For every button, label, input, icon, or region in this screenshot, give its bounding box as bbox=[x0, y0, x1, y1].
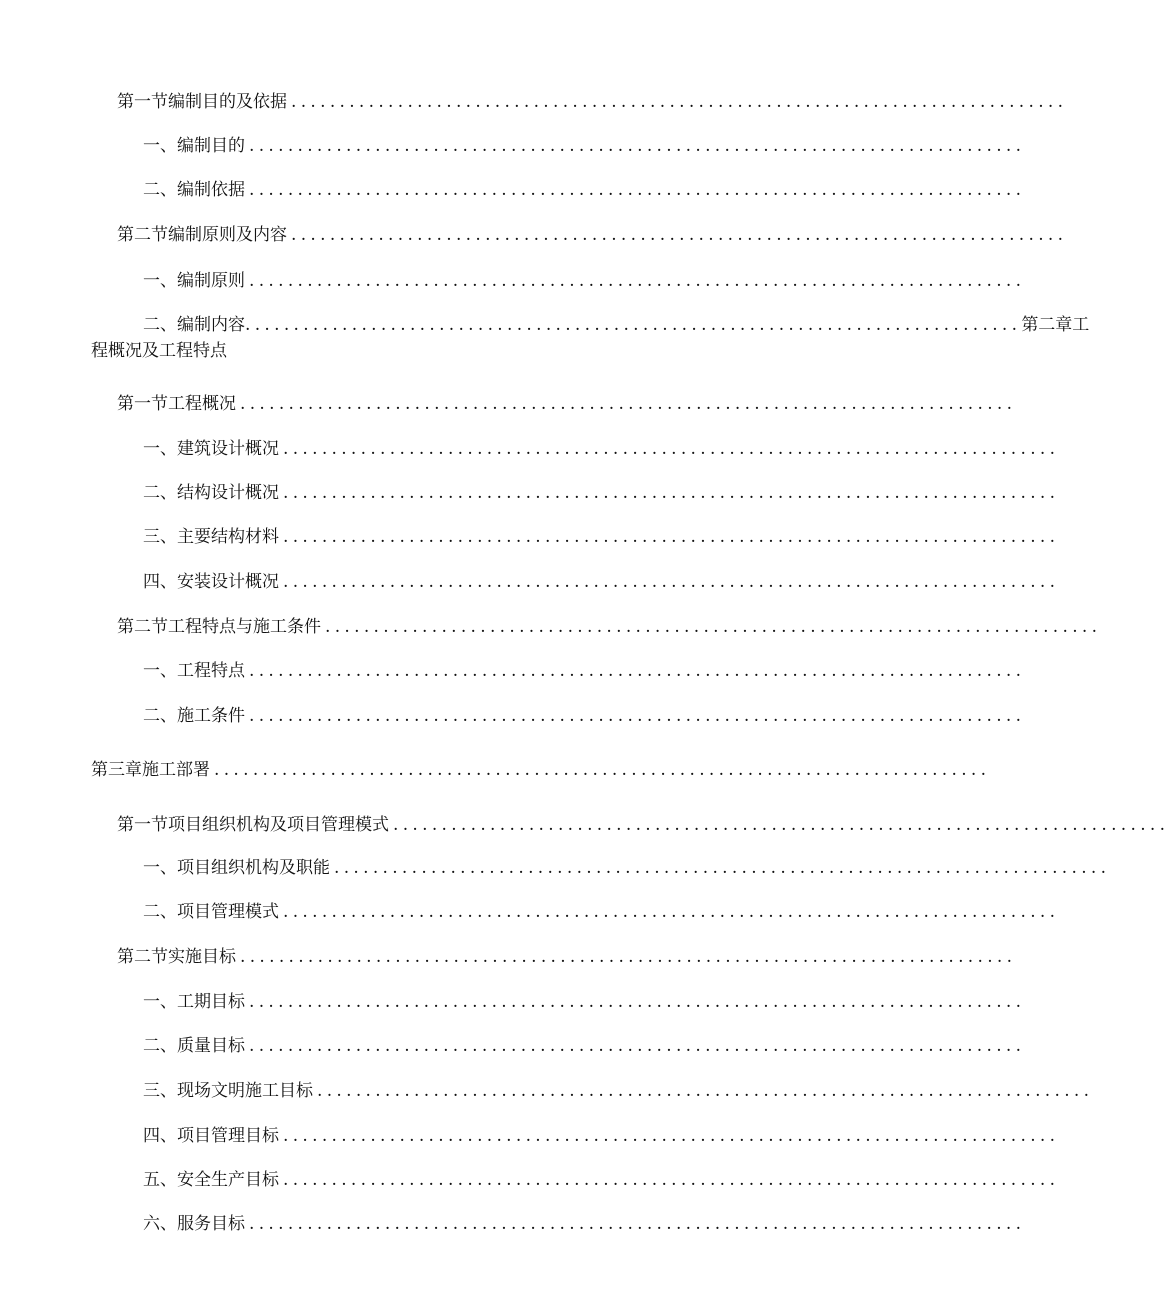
toc-entry-wrapped[interactable] bbox=[91, 312, 1090, 364]
toc-leader-dots: ................................................................................ bbox=[249, 180, 1026, 200]
toc-leader-dots: ................................................................................ bbox=[249, 1214, 1026, 1234]
toc-entry-section[interactable] bbox=[117, 812, 1169, 838]
toc-entry-section[interactable] bbox=[117, 944, 1017, 970]
toc-leader-dots: ................................................................................ bbox=[334, 858, 1111, 878]
toc-leader-dots: ................................................................................ bbox=[325, 617, 1102, 637]
toc-leader-dots: ................................................................................ bbox=[283, 902, 1060, 922]
toc-leader-dots: ................................................................................ bbox=[249, 706, 1026, 726]
toc-entry-label: 一、工期目标 bbox=[143, 992, 245, 1012]
toc-leader-dots: ................................................................................ bbox=[249, 136, 1026, 156]
toc-entry-subsection[interactable] bbox=[143, 436, 1060, 462]
toc-entry-label: 一、建筑设计概况 bbox=[143, 439, 279, 459]
toc-entry-subsection[interactable] bbox=[143, 1123, 1060, 1149]
toc-entry-label: 三、主要结构材料 bbox=[143, 527, 279, 547]
toc-entry-subsection[interactable] bbox=[143, 1078, 1094, 1104]
toc-chapter-heading-continuation: 程概况及工程特点 bbox=[91, 341, 227, 361]
toc-leader-dots: ................................................................................ bbox=[240, 947, 1017, 967]
toc-entry-label: 五、安全生产目标 bbox=[143, 1170, 279, 1190]
toc-entry-label: 一、编制目的 bbox=[143, 136, 245, 156]
toc-entry-label: 一、项目组织机构及职能 bbox=[143, 858, 330, 878]
toc-entry-subsection[interactable] bbox=[143, 989, 1026, 1015]
toc-leader-dots: ................................................................................ bbox=[291, 225, 1068, 245]
toc-leader-dots: ................................................................................ bbox=[249, 992, 1026, 1012]
toc-entry-label: 四、安装设计概况 bbox=[143, 572, 279, 592]
toc-leader-dots: ................................................................................ bbox=[283, 483, 1060, 503]
toc-entry-label: 四、项目管理目标 bbox=[143, 1126, 279, 1146]
toc-leader-dots: ................................................................................ bbox=[245, 315, 1022, 335]
toc-entry-label: 第一节项目组织机构及项目管理模式 bbox=[117, 815, 389, 835]
toc-entry-subsection[interactable] bbox=[143, 1211, 1026, 1237]
toc-leader-dots: ................................................................................ bbox=[283, 1170, 1060, 1190]
toc-entry-subsection[interactable] bbox=[143, 133, 1026, 159]
toc-leader-dots: ................................................................................ bbox=[317, 1081, 1094, 1101]
toc-entry-subsection[interactable] bbox=[143, 855, 1111, 881]
toc-entry-label: 二、编制依据 bbox=[143, 180, 245, 200]
toc-entry-label: 第一节编制目的及依据 bbox=[117, 92, 287, 112]
toc-entry-subsection[interactable] bbox=[143, 1033, 1026, 1059]
toc-entry-subsection[interactable] bbox=[143, 569, 1060, 595]
toc-leader-dots: ................................................................................ bbox=[283, 572, 1060, 592]
toc-leader-dots: ................................................................................ bbox=[249, 661, 1026, 681]
toc-entry-label: 二、施工条件 bbox=[143, 706, 245, 726]
toc-entry-section[interactable] bbox=[117, 222, 1068, 248]
toc-entry-subsection[interactable] bbox=[143, 658, 1026, 684]
toc-entry-label: 第三章施工部署 bbox=[91, 760, 210, 780]
toc-entry-subsection[interactable] bbox=[143, 177, 1026, 203]
toc-leader-dots: ................................................................................ bbox=[249, 271, 1026, 291]
toc-leader-dots: ................................................................................ bbox=[214, 760, 991, 780]
toc-leader-dots: ................................................................................ bbox=[393, 815, 1169, 835]
toc-entry-label: 一、编制原则 bbox=[143, 271, 245, 291]
toc-entry-subsection[interactable] bbox=[143, 524, 1060, 550]
toc-entry-section[interactable] bbox=[117, 391, 1017, 417]
toc-entry-label: 六、服务目标 bbox=[143, 1214, 245, 1234]
toc-entry-subsection[interactable] bbox=[143, 480, 1060, 506]
toc-entry-label: 一、工程特点 bbox=[143, 661, 245, 681]
toc-entry-label: 二、编制内容 bbox=[143, 315, 245, 335]
toc-entry-section[interactable] bbox=[117, 89, 1068, 115]
toc-entry-subsection[interactable] bbox=[143, 899, 1060, 925]
toc-entry-label: 第一节工程概况 bbox=[117, 394, 236, 414]
toc-entry-subsection[interactable] bbox=[143, 268, 1026, 294]
toc-entry-subsection[interactable] bbox=[143, 1167, 1060, 1193]
toc-entry-chapter[interactable] bbox=[91, 757, 991, 783]
toc-entry-label: 第二节编制原则及内容 bbox=[117, 225, 287, 245]
toc-entry-label: 第二节工程特点与施工条件 bbox=[117, 617, 321, 637]
toc-entry-label: 三、现场文明施工目标 bbox=[143, 1081, 313, 1101]
toc-chapter-heading-start: 第二章工 bbox=[1021, 315, 1090, 335]
toc-entry-label: 二、结构设计概况 bbox=[143, 483, 279, 503]
toc-leader-dots: ................................................................................ bbox=[291, 92, 1068, 112]
toc-leader-dots: ................................................................................ bbox=[240, 394, 1017, 414]
toc-leader-dots: ................................................................................ bbox=[283, 1126, 1060, 1146]
toc-leader-dots: ................................................................................ bbox=[283, 527, 1060, 547]
toc-entry-label: 二、质量目标 bbox=[143, 1036, 245, 1056]
toc-entry-section[interactable] bbox=[117, 614, 1102, 640]
toc-leader-dots: ................................................................................ bbox=[249, 1036, 1026, 1056]
toc-entry-label: 第二节实施目标 bbox=[117, 947, 236, 967]
toc-leader-dots: ................................................................................ bbox=[283, 439, 1060, 459]
toc-entry-label: 二、项目管理模式 bbox=[143, 902, 279, 922]
toc-entry-subsection[interactable] bbox=[143, 703, 1026, 729]
